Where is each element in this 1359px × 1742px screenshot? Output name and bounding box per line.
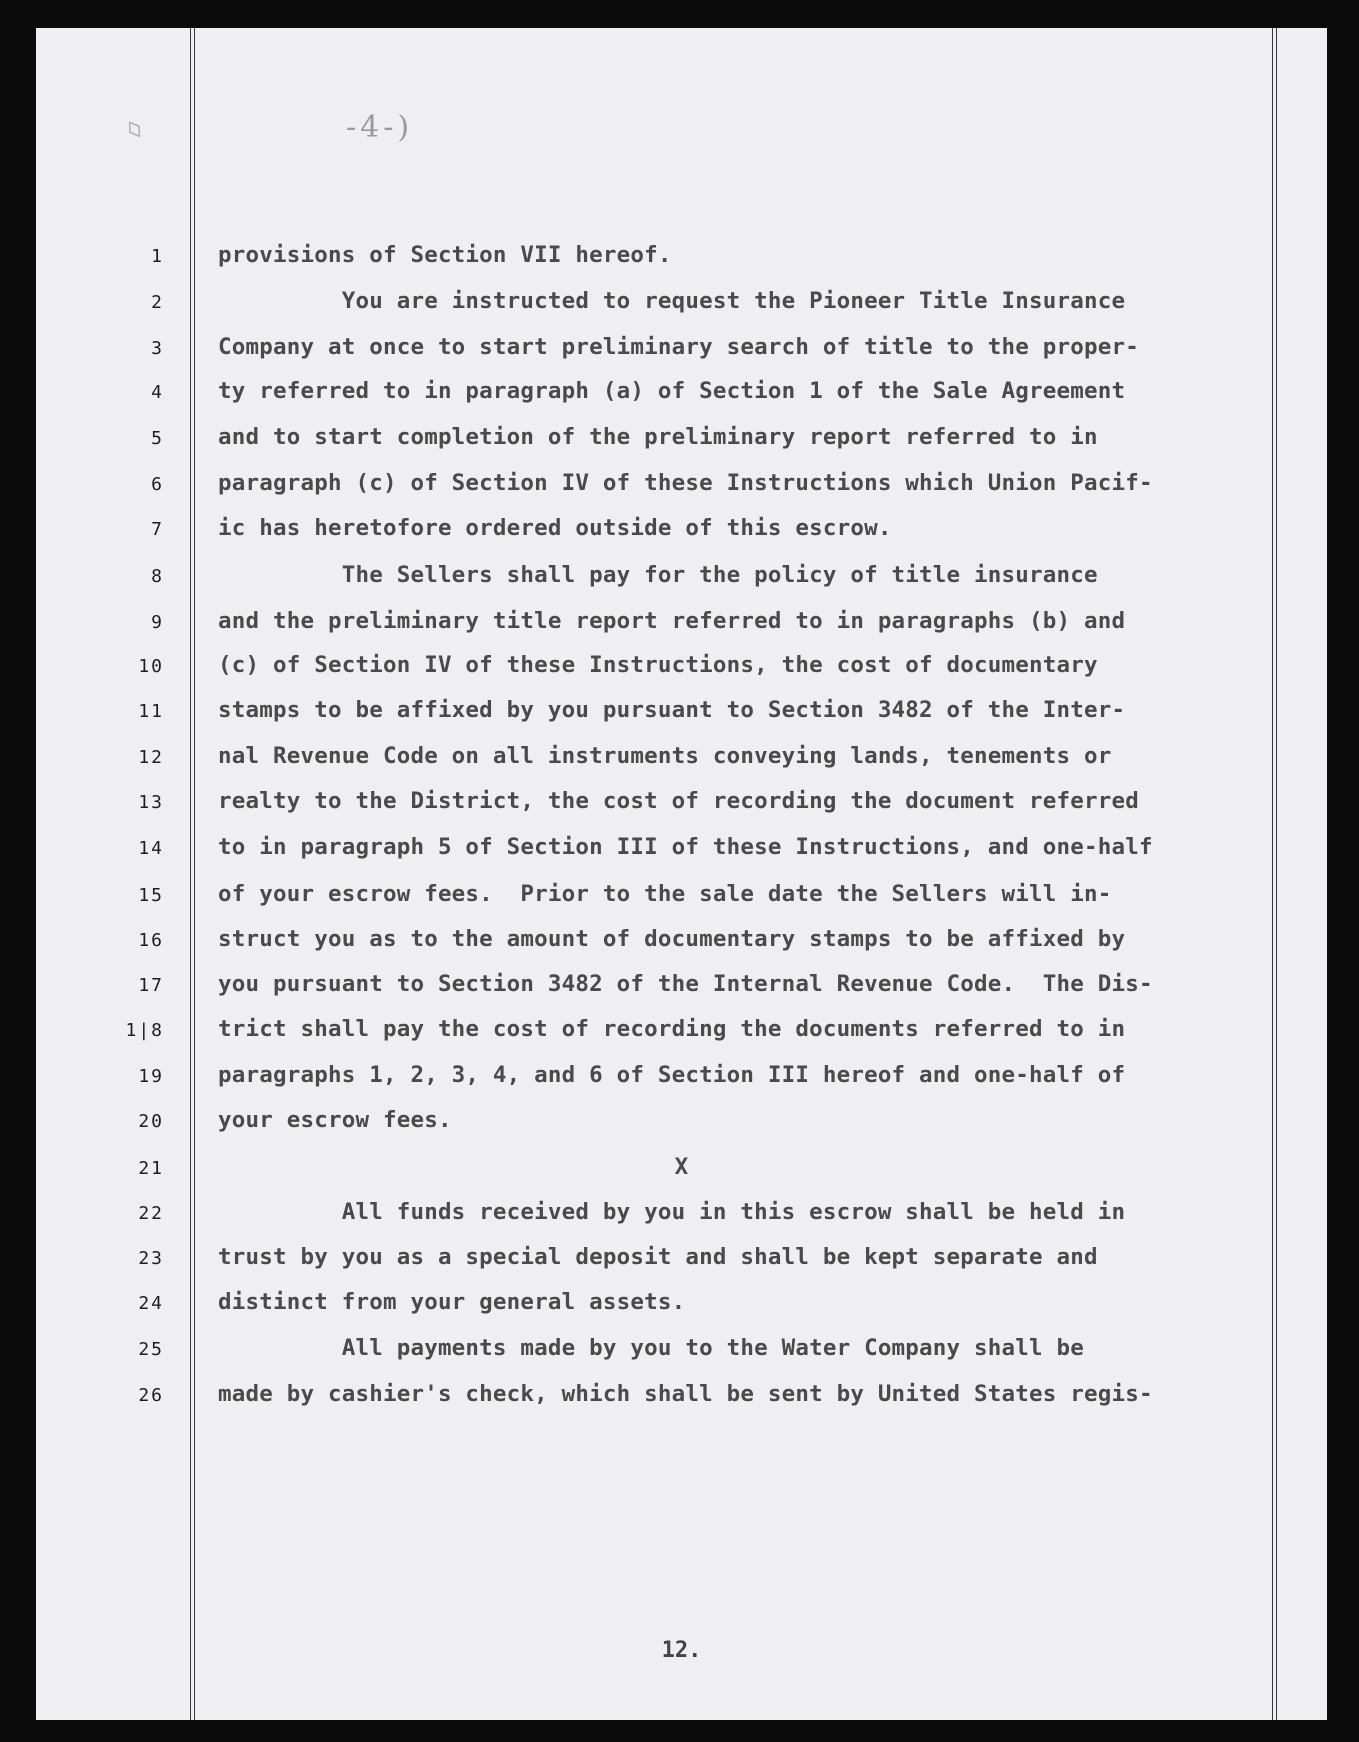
line-number: 3	[151, 338, 164, 359]
line-number: 9	[151, 612, 164, 633]
line-number: 8	[151, 566, 164, 587]
line-number: 26	[138, 1385, 164, 1406]
line-number: 1	[151, 246, 164, 267]
line-number: 22	[138, 1203, 164, 1224]
text-line: All payments made by you to the Water Company shall be	[218, 1335, 1085, 1361]
line-number: 12	[138, 747, 164, 768]
left-margin-rule	[190, 28, 191, 1720]
text-line: made by cashier's check, which shall be sent by United States regis-	[218, 1381, 1153, 1407]
line-number: 6	[151, 474, 164, 495]
text-line: and the preliminary title report referred to in paragraphs (b) and	[218, 608, 1126, 634]
line-number: 15	[138, 885, 164, 906]
text-line: ic has heretofore ordered outside of this escrow.	[218, 515, 892, 541]
text-line: of your escrow fees. Prior to the sale date the Sellers will in-	[218, 881, 1112, 907]
line-number: 1|8	[125, 1020, 164, 1041]
text-line: nal Revenue Code on all instruments conveying lands, tenements or	[218, 743, 1112, 769]
section-heading: X	[674, 1154, 689, 1180]
line-number: 23	[138, 1248, 164, 1269]
text-line: trict shall pay the cost of recording the documents referred to in	[218, 1016, 1126, 1042]
line-number: 20	[138, 1111, 164, 1132]
text-line: stamps to be affixed by you pursuant to Section 3482 of the Inter-	[218, 697, 1126, 723]
handwritten-mark: -4-)	[346, 110, 414, 145]
line-number: 11	[138, 701, 164, 722]
right-margin-rule	[1272, 28, 1273, 1720]
line-number: 10	[138, 656, 164, 677]
page-number: 12.	[661, 1638, 702, 1663]
line-number: 24	[138, 1293, 164, 1314]
faint-mark-icon: ◊	[120, 114, 151, 148]
text-line: The Sellers shall pay for the policy of title insurance	[218, 562, 1098, 588]
line-number: 13	[138, 792, 164, 813]
text-line: to in paragraph 5 of Section III of these Instructions, and one-half	[218, 834, 1153, 860]
text-line: and to start completion of the preliminary report referred to in	[218, 424, 1098, 450]
document-page	[36, 28, 1327, 1720]
text-line: paragraph (c) of Section IV of these Instructions which Union Pacif-	[218, 470, 1153, 496]
line-number: 19	[138, 1066, 164, 1087]
text-line: realty to the District, the cost of recording the document referred	[218, 788, 1139, 814]
line-number: 2	[151, 292, 164, 313]
line-number: 7	[151, 519, 164, 540]
text-line: you pursuant to Section 3482 of the Internal Revenue Code. The Dis-	[218, 971, 1153, 997]
text-line: Company at once to start preliminary search of title to the proper-	[218, 334, 1139, 360]
text-line: (c) of Section IV of these Instructions, the cost of documentary	[218, 652, 1098, 678]
text-line: All funds received by you in this escrow shall be held in	[218, 1199, 1126, 1225]
text-line: your escrow fees.	[218, 1107, 452, 1133]
text-line: distinct from your general assets.	[218, 1289, 686, 1315]
right-margin-rule-inner	[1276, 28, 1277, 1720]
text-line: provisions of Section VII hereof.	[218, 242, 672, 268]
line-number: 5	[151, 428, 164, 449]
text-line: You are instructed to request the Pioneer Title Insurance	[218, 288, 1126, 314]
text-line: paragraphs 1, 2, 3, 4, and 6 of Section III hereof and one-half of	[218, 1062, 1126, 1088]
line-number: 16	[138, 930, 164, 951]
text-line: struct you as to the amount of documentary stamps to be affixed by	[218, 926, 1126, 952]
line-number: 14	[138, 838, 164, 859]
text-line: trust by you as a special deposit and shall be kept separate and	[218, 1244, 1098, 1270]
line-number: 21	[138, 1158, 164, 1179]
line-number: 17	[138, 975, 164, 996]
line-number: 4	[151, 382, 164, 403]
text-line: ty referred to in paragraph (a) of Section 1 of the Sale Agreement	[218, 378, 1126, 404]
line-number: 25	[138, 1339, 164, 1360]
left-margin-rule-inner	[194, 28, 195, 1720]
